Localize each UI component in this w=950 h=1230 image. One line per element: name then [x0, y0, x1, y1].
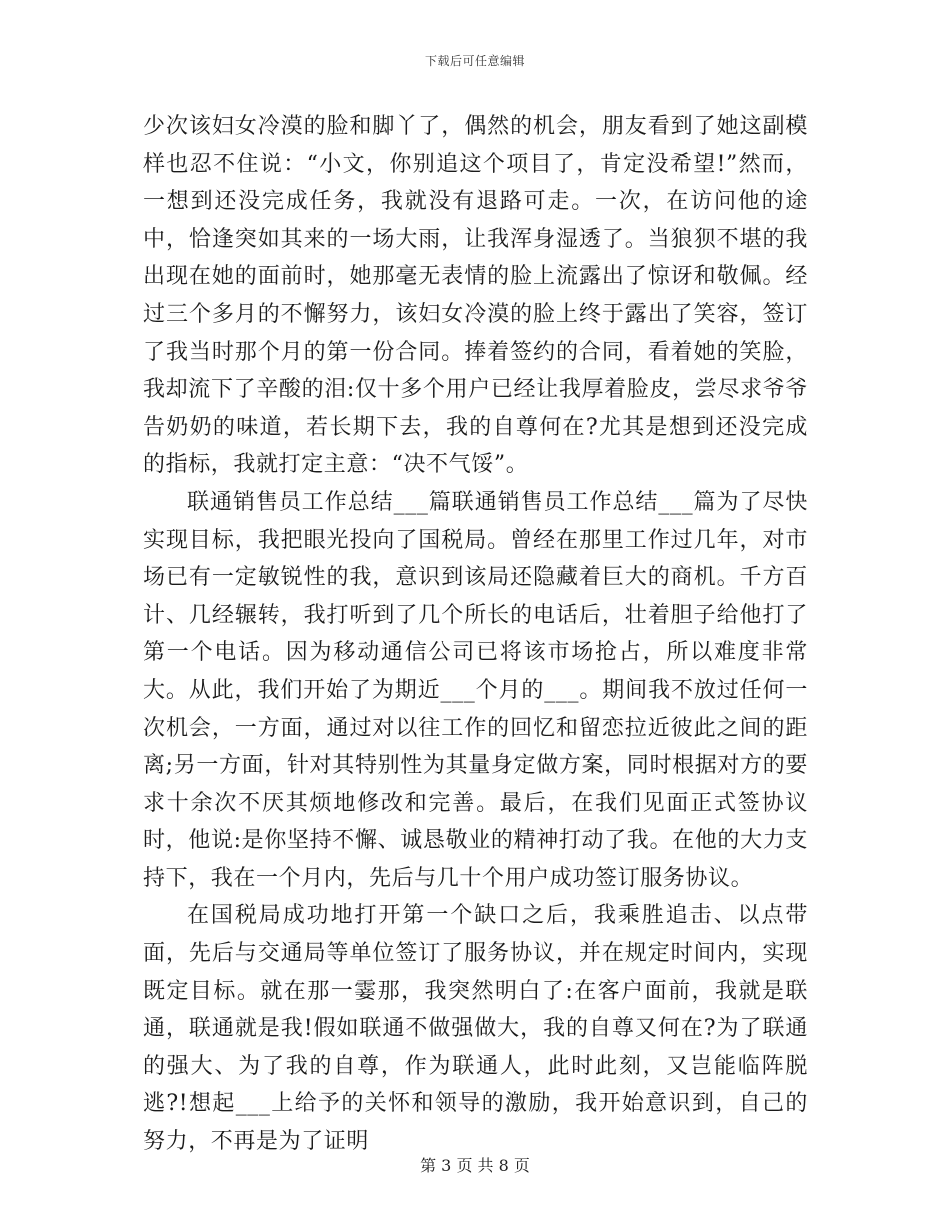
page-header: 下载后可任意编辑	[424, 54, 525, 68]
paragraph-1: 少次该妇女冷漠的脸和脚丫了，偶然的机会，朋友看到了她这副模样也忍不住说：“小文，你别追这个项目了，肯定没希望!”然而，一想到还没完成任务，我就没有退路可走。一次，在访问他的途中，恰逢突如其来的一场大雨，让我浑身湿透了。当狼狈不堪的我出现在她的面前时，她那毫无表情的脸上流露出了惊讶和敬佩。经过三个多月的不懈努力，该妇女冷漠的脸上终于露出了笑容，签订了我当时那个月的第一份合同。捧着签约的合同，看着她的笑脸，我却流下了辛酸的泪:仅十多个用户已经让我厚着脸皮，尝尽求爷爷告奶奶的味道，若长期下去，我的自尊何在?尤其是想到还没完成的指标，我就打定主意：“决不气馁”。	[143, 114, 808, 478]
document-body	[143, 108, 808, 1161]
paragraph-2: 联通销售员工作总结___篇联通销售员工作总结___篇为了尽快实现目标，我把眼光投向了国税局。曾经在那里工作过几年，对市场已有一定敏锐性的我，意识到该局还隐藏着巨大的商机。千方百计、几经辗转，我打听到了几个所长的电话后，壮着胆子给他打了第一个电话。因为移动通信公司已将该市场抢占，所以难度非常大。从此，我们开始了为期近___个月的___。期间我不放过任何一次机会，一方面，通过对以往工作的回忆和留恋拉近彼此之间的距离;另一方面，针对其特别性为其量身定做方案，同时根据对方的要求十余次不厌其烦地修改和完善。最后，在我们见面正式签协议时，他说:是你坚持不懈、诚恳敬业的精神打动了我。在他的大力支持下，我在一个月内，先后与几十个用户成功签订服务协议。	[143, 489, 808, 891]
paragraph-3: 在国税局成功地打开第一个缺口之后，我乘胜追击、以点带面，先后与交通局等单位签订了服务协议，并在规定时间内，实现既定目标。就在那一霎那，我突然明白了:在客户面前，我就是联通，联通就是我!假如联通不做强做大，我的自尊又何在?为了联通的强大、为了我的自尊，作为联通人，此时此刻，又岂能临阵脱逃?!想起___上给予的关怀和领导的激励，我开始意识到，自己的努力，不再是为了证明	[143, 903, 808, 1155]
page-footer: 第 3 页 共 8 页	[420, 1156, 530, 1175]
